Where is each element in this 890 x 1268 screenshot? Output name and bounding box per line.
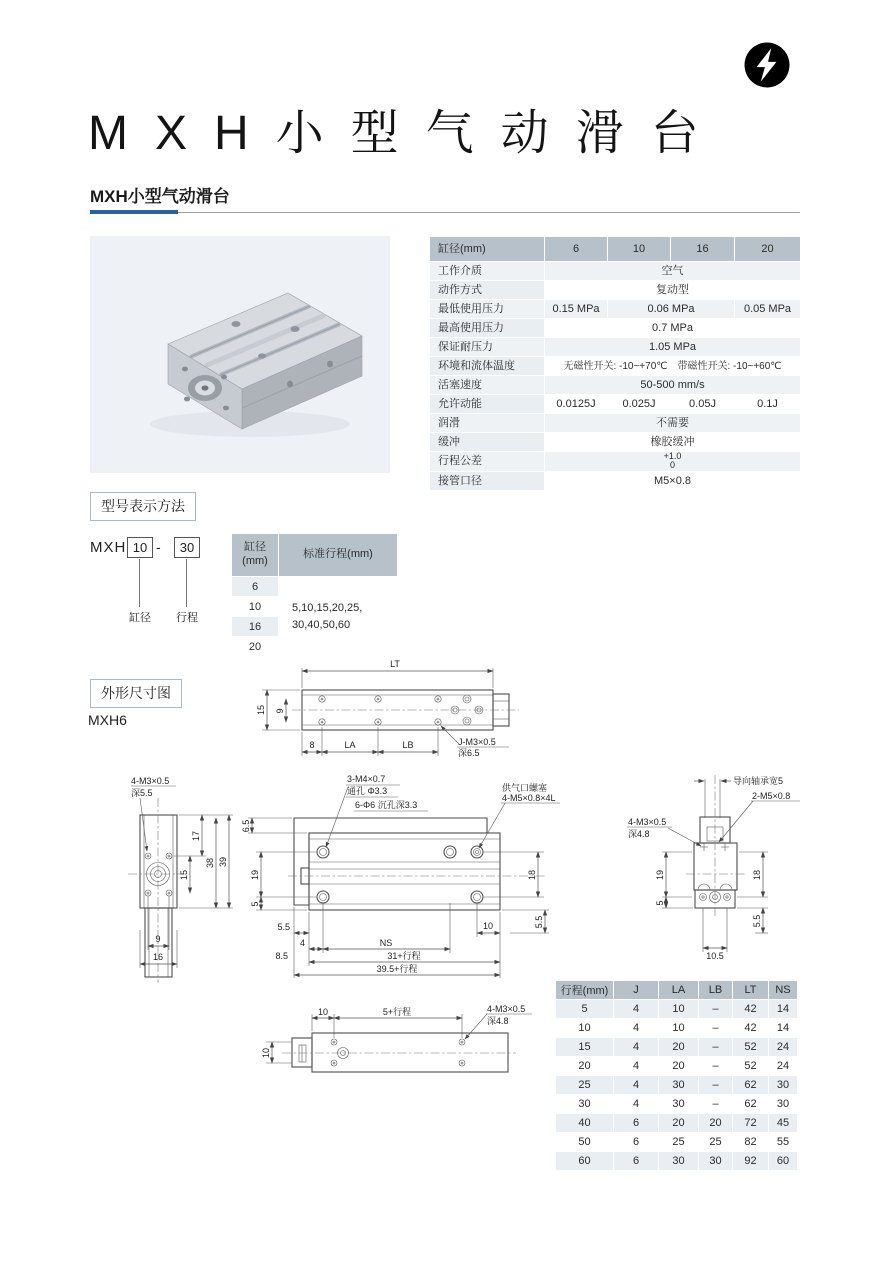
cell bbox=[545, 452, 801, 472]
tolerance-upper: +1.0 bbox=[663, 451, 682, 461]
table-row bbox=[430, 300, 801, 319]
brand-logo bbox=[744, 42, 790, 88]
dim-label: 5 bbox=[250, 901, 260, 907]
cell: 5 bbox=[556, 1000, 614, 1019]
drawing-note: 2-M5×0.8 bbox=[752, 791, 791, 801]
cell: 20 bbox=[699, 1114, 733, 1133]
dim-label: 10.5 bbox=[706, 951, 724, 961]
dim-label: 5+行程 bbox=[382, 1007, 412, 1017]
drawing-note: 4-M3×0.5 bbox=[131, 776, 170, 786]
dim-label: 9 bbox=[275, 708, 285, 714]
cell: M5×0.8 bbox=[545, 471, 801, 490]
dimensions-tag: 外形尺寸图 bbox=[90, 679, 182, 708]
dim-label: 8.5 bbox=[275, 951, 288, 961]
cell: 0.7 MPa bbox=[545, 319, 801, 338]
cell: 20 bbox=[556, 1057, 614, 1076]
dim-label: 10 bbox=[261, 1047, 271, 1059]
cell: 20 bbox=[735, 237, 801, 262]
dim-label: 10 bbox=[317, 1007, 329, 1017]
cell: J bbox=[614, 981, 659, 1000]
stroke-label: 行程 bbox=[176, 612, 198, 624]
cell: 30 bbox=[556, 1095, 614, 1114]
cell: 20 bbox=[659, 1038, 699, 1057]
cell: 52 bbox=[733, 1038, 769, 1057]
bore-leader-line bbox=[139, 559, 140, 607]
dim-label: NS bbox=[379, 938, 393, 948]
cell: 30 bbox=[659, 1152, 699, 1171]
cell: 允许动能 bbox=[430, 395, 545, 414]
dim-label: 5.5 bbox=[752, 914, 762, 928]
cell: – bbox=[699, 1000, 733, 1019]
cell: LA bbox=[659, 981, 699, 1000]
cell: – bbox=[699, 1057, 733, 1076]
dim-label: 15 bbox=[256, 704, 266, 716]
cell: 25 bbox=[659, 1133, 699, 1152]
cell: 4 bbox=[614, 1038, 659, 1057]
table-row bbox=[556, 1057, 798, 1076]
table-row bbox=[430, 319, 801, 338]
product-photo bbox=[90, 236, 390, 473]
cell: 16 bbox=[232, 617, 279, 637]
tolerance-stack bbox=[545, 452, 800, 471]
dim-label: 39 bbox=[218, 856, 228, 868]
cell: 10 bbox=[659, 1019, 699, 1038]
cell: 42 bbox=[733, 1019, 769, 1038]
cell: 0.0125J bbox=[545, 395, 608, 414]
cell: 1.05 MPa bbox=[545, 338, 801, 357]
model-prefix: MXH bbox=[90, 539, 127, 556]
drawing-note: 4-M5×0.8×4L bbox=[502, 793, 556, 803]
tolerance-lower: 0 bbox=[669, 460, 675, 471]
cell: 25 bbox=[556, 1076, 614, 1095]
dim-label: 18 bbox=[752, 869, 762, 881]
drawing-end-view bbox=[128, 776, 233, 983]
cell: 52 bbox=[733, 1057, 769, 1076]
drawing-note: 导向轴承宽5 bbox=[733, 776, 784, 786]
cell: – bbox=[699, 1095, 733, 1114]
page-title: MXH小型气动滑台 bbox=[88, 107, 726, 160]
dim-label: 10 bbox=[482, 921, 494, 931]
cell: 30 bbox=[769, 1076, 798, 1095]
bore-code-box: 10 bbox=[127, 537, 153, 558]
drawing-note: 通孔 Φ3.3 bbox=[347, 786, 388, 796]
cell: 14 bbox=[769, 1019, 798, 1038]
table-row bbox=[556, 981, 798, 1000]
dim-label: 39.5+行程 bbox=[376, 964, 418, 974]
cell: 橡胶缓冲 bbox=[545, 433, 801, 452]
model-code bbox=[90, 537, 210, 623]
heading-rule bbox=[178, 212, 800, 213]
cell: 4 bbox=[614, 1057, 659, 1076]
drawing-note: 深4.8 bbox=[487, 1016, 509, 1026]
bore-header-line2: (mm) bbox=[242, 555, 268, 567]
drawing-note: 深5.5 bbox=[131, 788, 153, 798]
drawing-top-view bbox=[256, 659, 519, 758]
table-row bbox=[430, 357, 801, 376]
dim-label: 15 bbox=[179, 869, 189, 881]
heading-accent-rule bbox=[90, 210, 178, 214]
dim-label: 5 bbox=[655, 900, 665, 906]
cell bbox=[232, 534, 279, 577]
cell: 4 bbox=[614, 1000, 659, 1019]
drawing-bottom-view bbox=[261, 1004, 532, 1072]
cell: 20 bbox=[659, 1114, 699, 1133]
drawing-note: 4-M3×0.5 bbox=[487, 1004, 526, 1014]
cell: 0.06 MPa bbox=[608, 300, 735, 319]
dim-label: 9 bbox=[155, 934, 161, 944]
cell: 14 bbox=[769, 1000, 798, 1019]
cell: 20 bbox=[232, 637, 279, 657]
dim-label: 19 bbox=[250, 869, 260, 881]
cell: 最高使用压力 bbox=[430, 319, 545, 338]
cell: 30 bbox=[699, 1152, 733, 1171]
cell: 4 bbox=[614, 1019, 659, 1038]
cell: 标准行程(mm) bbox=[279, 534, 398, 577]
cell: 动作方式 bbox=[430, 281, 545, 300]
cell: 4 bbox=[614, 1095, 659, 1114]
dim-label: 16 bbox=[152, 952, 164, 962]
cell: 复动型 bbox=[545, 281, 801, 300]
spec-table bbox=[429, 236, 801, 491]
cell: 工作介质 bbox=[430, 262, 545, 281]
table-row bbox=[556, 1076, 798, 1095]
cell: 润滑 bbox=[430, 414, 545, 433]
cell: 50-500 mm/s bbox=[545, 376, 801, 395]
drawing-note: J-M3×0.5 bbox=[458, 737, 496, 747]
table-row bbox=[232, 534, 398, 577]
cell: 30 bbox=[769, 1095, 798, 1114]
cell: 40 bbox=[556, 1114, 614, 1133]
model-dash: - bbox=[156, 539, 161, 555]
cell: 缸径(mm) bbox=[430, 237, 545, 262]
cell: 无磁性开关: -10~+70℃ 带磁性开关: -10~+60℃ bbox=[545, 357, 801, 376]
strokes-line2: 30,40,50,60 bbox=[292, 618, 351, 631]
table-row bbox=[556, 1000, 798, 1019]
table-row bbox=[556, 1152, 798, 1171]
cell: 10 bbox=[659, 1000, 699, 1019]
cell: 行程公差 bbox=[430, 452, 545, 472]
cell: 6 bbox=[614, 1152, 659, 1171]
cell: NS bbox=[769, 981, 798, 1000]
drawing-note: 3-M4×0.7 bbox=[347, 774, 386, 784]
cell: 行程(mm) bbox=[556, 981, 614, 1000]
table-row bbox=[232, 577, 398, 597]
bore-header-line1: 缸径 bbox=[244, 541, 266, 554]
cell: LT bbox=[733, 981, 769, 1000]
strokes-line1: 5,10,15,20,25, bbox=[292, 602, 363, 614]
cell: 30 bbox=[659, 1076, 699, 1095]
dim-label: 8 bbox=[309, 740, 315, 750]
table-row bbox=[430, 471, 801, 490]
drawing-note: 6-Φ6 沉孔深3.3 bbox=[355, 800, 418, 810]
dim-label: 5.5 bbox=[277, 922, 290, 932]
cell: 6 bbox=[545, 237, 608, 262]
cell: 环境和流体温度 bbox=[430, 357, 545, 376]
table-row bbox=[430, 452, 801, 472]
dim-label: 5.5 bbox=[534, 915, 544, 929]
cell: – bbox=[699, 1019, 733, 1038]
drawing-model-label: MXH6 bbox=[88, 712, 127, 728]
cell: 缓冲 bbox=[430, 433, 545, 452]
cell: 0.025J bbox=[608, 395, 671, 414]
cell: 10 bbox=[556, 1019, 614, 1038]
cell: 72 bbox=[733, 1114, 769, 1133]
cell: 30 bbox=[659, 1095, 699, 1114]
dim-label: LB bbox=[402, 740, 414, 750]
model-method-tag: 型号表示方法 bbox=[90, 492, 196, 521]
table-row bbox=[556, 1133, 798, 1152]
cell: 42 bbox=[733, 1000, 769, 1019]
drawing-note: 4-M3×0.5 bbox=[628, 817, 667, 827]
cell: 16 bbox=[671, 237, 735, 262]
dim-label: 19 bbox=[655, 869, 665, 881]
cell: 60 bbox=[556, 1152, 614, 1171]
cell: LB bbox=[699, 981, 733, 1000]
cell: 24 bbox=[769, 1038, 798, 1057]
cell: 62 bbox=[733, 1076, 769, 1095]
cell: 10 bbox=[232, 597, 279, 617]
drawing-note: 深4.8 bbox=[628, 829, 650, 839]
table-row bbox=[430, 237, 801, 262]
cell: 保证耐压力 bbox=[430, 338, 545, 357]
table-row bbox=[430, 281, 801, 300]
dim-label: 6.5 bbox=[241, 819, 251, 833]
cell: – bbox=[699, 1038, 733, 1057]
cell: 6 bbox=[232, 577, 279, 597]
cell: 60 bbox=[769, 1152, 798, 1171]
table-row bbox=[430, 395, 801, 414]
table-row bbox=[430, 262, 801, 281]
cell: 25 bbox=[699, 1133, 733, 1152]
cell: 0.1J bbox=[735, 395, 801, 414]
standard-stroke-table bbox=[231, 533, 398, 657]
cell: 92 bbox=[733, 1152, 769, 1171]
cell: 45 bbox=[769, 1114, 798, 1133]
cell: 82 bbox=[733, 1133, 769, 1152]
dim-label: 18 bbox=[527, 869, 537, 881]
table-row bbox=[430, 338, 801, 357]
cell: 接管口径 bbox=[430, 471, 545, 490]
table-row bbox=[556, 1095, 798, 1114]
section-heading: MXH小型气动滑台 bbox=[90, 187, 230, 206]
cell: 15 bbox=[556, 1038, 614, 1057]
table-row bbox=[430, 414, 801, 433]
drawing-note: 供气口螺塞 bbox=[502, 783, 548, 793]
cell: 0.05J bbox=[671, 395, 735, 414]
cell: 6 bbox=[614, 1114, 659, 1133]
table-row bbox=[430, 376, 801, 395]
cell: 0.05 MPa bbox=[735, 300, 801, 319]
bore-label: 缸径 bbox=[129, 612, 151, 624]
cell: 55 bbox=[769, 1133, 798, 1152]
drawing-side-view bbox=[627, 775, 800, 961]
cell: 20 bbox=[659, 1057, 699, 1076]
cell: 0.15 MPa bbox=[545, 300, 608, 319]
cell: 空气 bbox=[545, 262, 801, 281]
cell: 62 bbox=[733, 1095, 769, 1114]
dim-label: LA bbox=[344, 740, 356, 750]
dim-label: 38 bbox=[205, 857, 215, 869]
table-row bbox=[556, 1114, 798, 1133]
dim-label: 31+行程 bbox=[387, 951, 421, 961]
table-row bbox=[556, 1019, 798, 1038]
drawing-note: 深6.5 bbox=[458, 748, 480, 758]
dim-label: 17 bbox=[191, 830, 201, 842]
stroke-dimension-table bbox=[555, 980, 798, 1171]
table-row bbox=[556, 1038, 798, 1057]
stroke-leader-line bbox=[186, 559, 187, 607]
cell: 6 bbox=[614, 1133, 659, 1152]
table-row bbox=[430, 433, 801, 452]
cell: – bbox=[699, 1076, 733, 1095]
cell: 活塞速度 bbox=[430, 376, 545, 395]
dim-label: 4 bbox=[299, 938, 305, 948]
stroke-code-box: 30 bbox=[174, 537, 200, 558]
cell bbox=[279, 577, 398, 657]
cell: 不需要 bbox=[545, 414, 801, 433]
cell: 10 bbox=[608, 237, 671, 262]
cell: 最低使用压力 bbox=[430, 300, 545, 319]
cell: 50 bbox=[556, 1133, 614, 1152]
cell: 24 bbox=[769, 1057, 798, 1076]
cell: 4 bbox=[614, 1076, 659, 1095]
drawing-front-view bbox=[241, 774, 560, 978]
dim-label: LT bbox=[390, 659, 400, 669]
